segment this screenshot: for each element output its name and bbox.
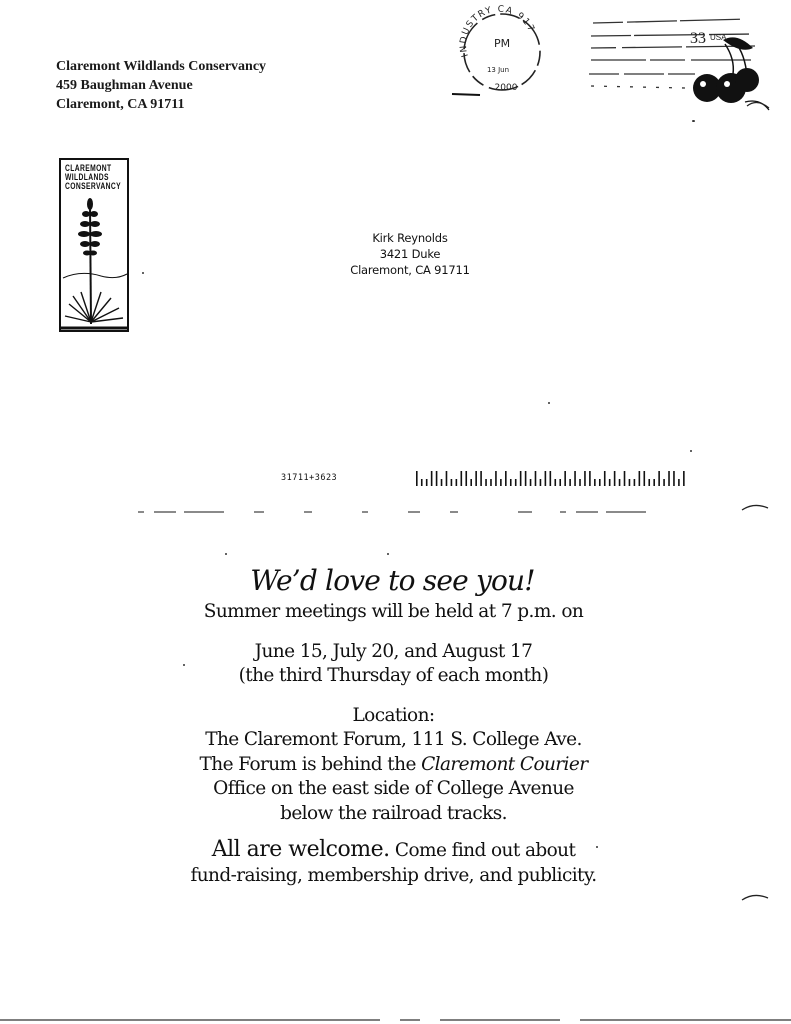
recipient-city: Claremont, CA 91711: [350, 263, 470, 277]
location-label: Location:: [352, 704, 435, 726]
welcome-emphasis: All are welcome.: [211, 837, 390, 862]
barcode-bar: [678, 479, 680, 486]
barcode-bar: [510, 479, 512, 486]
scan-speck: [548, 402, 550, 404]
barcode-bar: [653, 479, 655, 486]
barcode-bar: [470, 479, 472, 486]
barcode-bar: [550, 471, 552, 486]
scan-speck: [692, 120, 695, 122]
flyer-headline: We’d love to see you!: [250, 564, 535, 597]
barcode-bar: [579, 479, 581, 486]
welcome-rest: Come find out about: [389, 840, 576, 861]
barcode-bar: [520, 471, 522, 486]
barcode-bar: [634, 479, 636, 486]
newspaper-name: Claremont Courier: [421, 753, 588, 775]
barcode-bar: [619, 479, 621, 486]
barcode-bar: [431, 471, 433, 486]
barcode-bar: [658, 471, 660, 486]
barcode-bar: [624, 471, 626, 486]
forum-directions-line-2: Office on the east side of College Avenue: [213, 778, 574, 799]
barcode-bar: [535, 471, 537, 486]
barcode-bar: [495, 471, 497, 486]
barcode-bar: [545, 471, 547, 486]
barcode-bar: [648, 479, 650, 486]
barcode-bar: [461, 471, 463, 486]
barcode-bar: [525, 471, 527, 486]
postmark: [450, 4, 550, 100]
postal-barcode: [416, 470, 688, 486]
logo-text: [65, 164, 125, 191]
barcode-bar: [584, 471, 586, 486]
edge-mark: [745, 96, 771, 110]
scan-speck: [596, 846, 598, 848]
barcode-bar: [456, 479, 458, 486]
sender-street: 459 Baughman Avenue: [56, 78, 193, 93]
postmark-year: 2000: [494, 83, 518, 93]
barcode-bar: [490, 479, 492, 486]
recipient-address: [300, 230, 520, 278]
sender-org: Claremont Wildlands Conservancy: [56, 59, 267, 74]
barcode-bar: [559, 479, 561, 486]
scan-speck: [142, 272, 144, 274]
barcode-bar: [574, 471, 576, 486]
scan-speck: [387, 553, 389, 555]
barcode-bar: [683, 471, 685, 486]
barcode-bar: [465, 471, 467, 486]
barcode-bar: [569, 479, 571, 486]
meeting-flyer: [0, 562, 791, 888]
stamp-country: USA: [710, 33, 727, 42]
postmark-date: 13 Jun: [486, 66, 510, 74]
barcode-bar: [441, 479, 443, 486]
scan-speck: [225, 553, 227, 555]
recipient-street: 3421 Duke: [379, 247, 441, 261]
barcode-number: 31711+3623: [281, 473, 338, 483]
barcode-bar: [643, 471, 645, 486]
barcode-bar: [485, 479, 487, 486]
barcode-bar: [446, 471, 448, 486]
barcode-bar: [475, 471, 477, 486]
logo-line-3: CONSERVANCY: [65, 181, 122, 191]
barcode-bar: [668, 471, 670, 486]
barcode-bar: [530, 479, 532, 486]
postmark-top-text: INDUSTRY CA 917: [458, 4, 537, 59]
forum-directions-line-1: [0, 753, 791, 778]
barcode-bar: [629, 479, 631, 486]
welcome-line-2: fund-raising, membership drive, and publicity.: [190, 864, 597, 886]
barcode-bar: [564, 471, 566, 486]
barcode-bar: [421, 479, 423, 486]
barcode-bar: [599, 479, 601, 486]
barcode-bar: [609, 479, 611, 486]
barcode-bar: [515, 479, 517, 486]
barcode-bar: [589, 471, 591, 486]
barcode-bar: [639, 471, 641, 486]
sender-city: Claremont, CA 91711: [56, 97, 185, 112]
meeting-time-line: Summer meetings will be held at 7 p.m. on: [203, 601, 584, 622]
barcode-bar: [663, 479, 665, 486]
yucca-plant-icon: [61, 194, 127, 332]
fold-line: [138, 510, 658, 514]
recipient-name: Kirk Reynolds: [372, 231, 448, 245]
svg-text:INDUSTRY CA 917: [459, 5, 537, 59]
barcode-bar: [554, 479, 556, 486]
barcode-bar: [416, 471, 418, 486]
logo-line-2: WILDLANDS: [65, 172, 109, 182]
edge-mark: [740, 500, 770, 514]
barcode-bar: [500, 479, 502, 486]
stamp-value: 33: [690, 30, 706, 47]
forum-prefix: The Forum is behind the: [199, 753, 422, 775]
logo-line-1: CLAREMONT: [65, 163, 112, 173]
barcode-bar: [436, 471, 438, 486]
edge-mark: [740, 890, 770, 904]
welcome-line: [0, 838, 791, 864]
postmark-center: PM: [493, 37, 511, 50]
barcode-bar: [505, 471, 507, 486]
barcode-bar: [426, 479, 428, 486]
barcode-bar: [614, 471, 616, 486]
scan-speck: [183, 664, 185, 666]
barcode-bar: [604, 471, 606, 486]
meeting-dates-note: (the third Thursday of each month): [238, 665, 549, 686]
bottom-edge: [0, 1016, 791, 1024]
meeting-dates: June 15, July 20, and August 17: [254, 640, 533, 662]
return-address: [56, 57, 266, 114]
conservancy-logo: [59, 158, 129, 332]
barcode-bar: [540, 479, 542, 486]
barcode-bar: [451, 479, 453, 486]
location-address: The Claremont Forum, 111 S. College Ave.: [205, 729, 582, 750]
barcode-bar: [673, 471, 675, 486]
barcode-bar: [480, 471, 482, 486]
scan-speck: [690, 450, 692, 452]
barcode-bar: [594, 479, 596, 486]
forum-directions-line-3: below the railroad tracks.: [280, 802, 507, 824]
